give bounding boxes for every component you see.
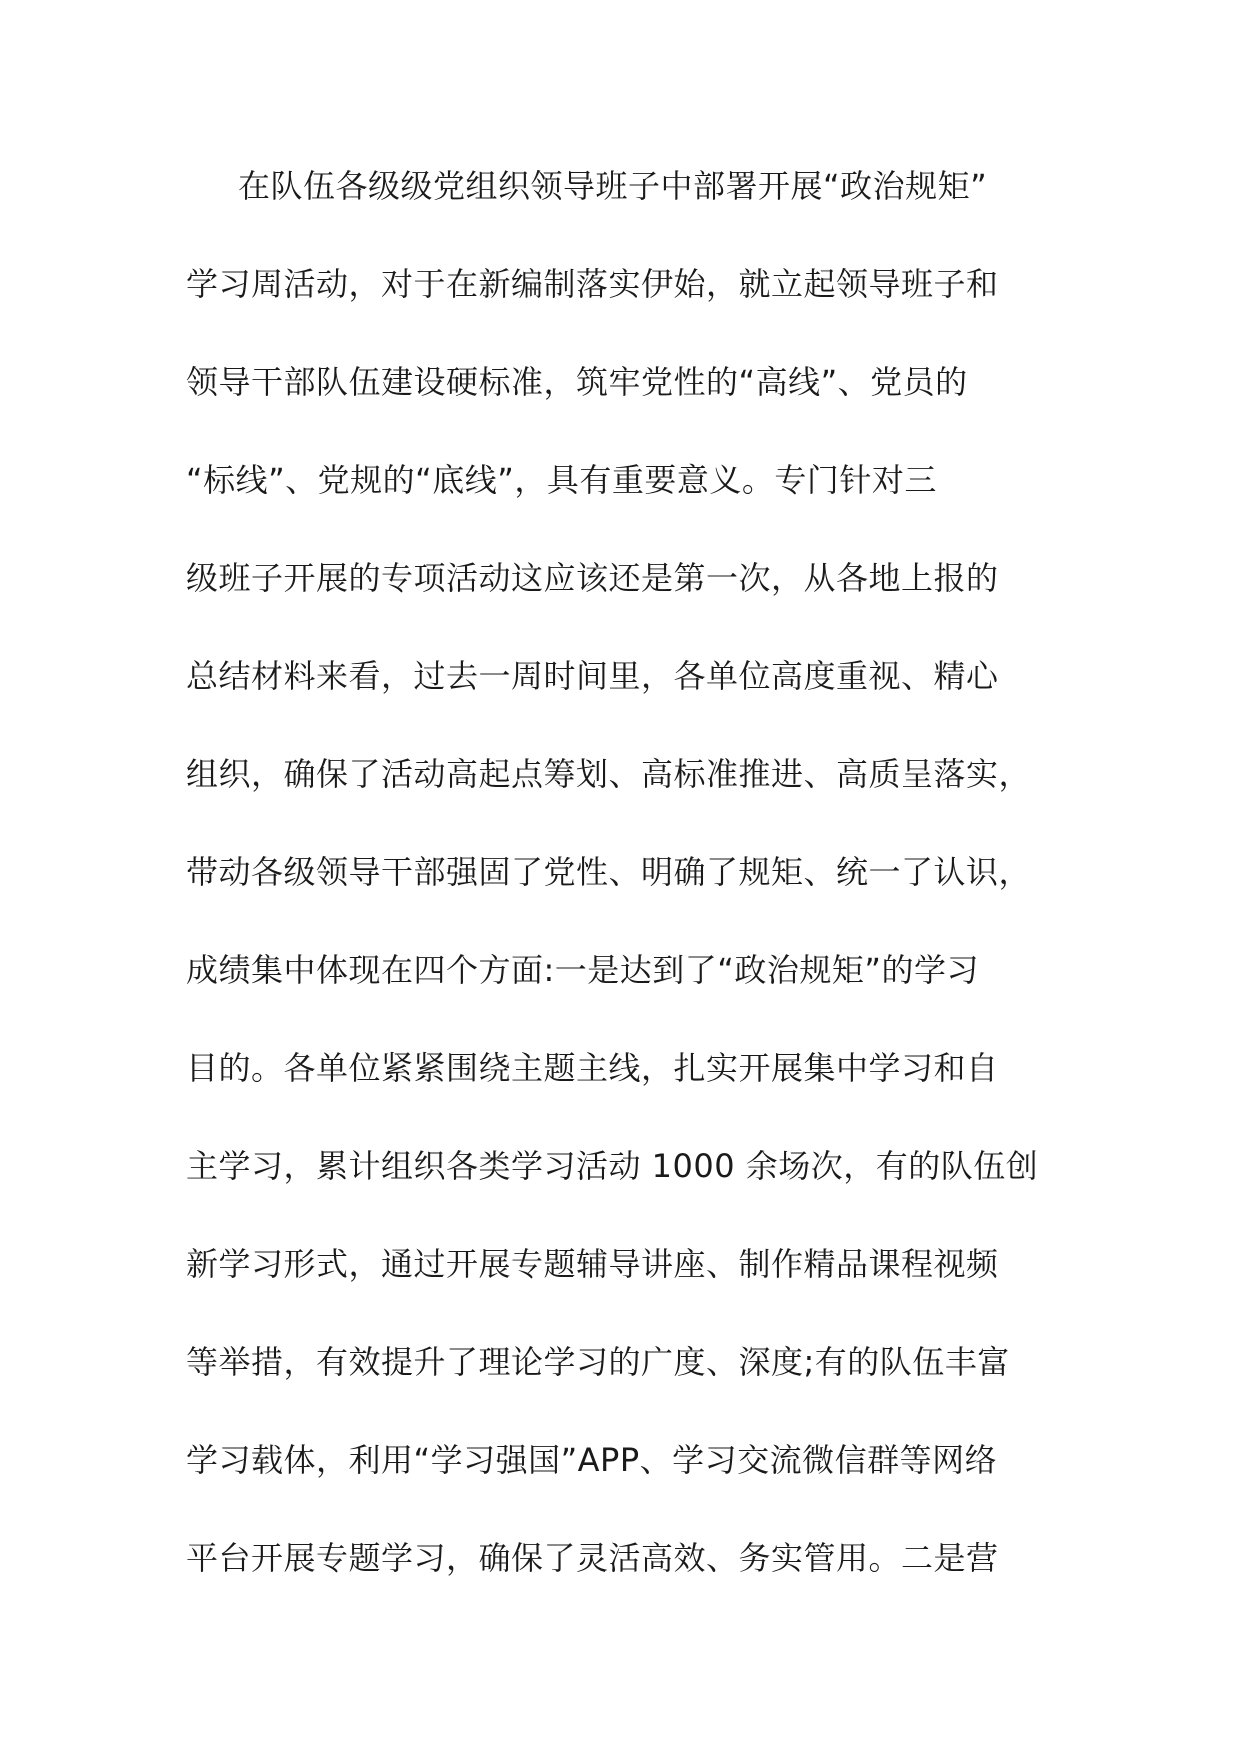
body-paragraph — [186, 166, 1066, 1636]
paragraph-line: 领导干部队伍建设硬标准，筑牢党性的“高线”、党员的 — [186, 363, 968, 401]
paragraph-line: 级班子开展的专项活动这应该还是第一次，从各地上报的 — [186, 559, 999, 597]
paragraph-line: 等举措，有效提升了理论学习的广度、深度;有的队伍丰富 — [186, 1343, 1010, 1381]
paragraph-line: “标线”、党规的“底线”，具有重要意义。专门针对三 — [186, 461, 937, 499]
paragraph-line: 学习周活动，对于在新编制落实伊始，就立起领导班子和 — [186, 265, 999, 303]
paragraph-line: 组织，确保了活动高起点筹划、高标准推进、高质呈落实， — [186, 755, 1032, 793]
paragraph-line: 在队伍各级级党组织领导班子中部署开展“政治规矩” — [238, 167, 988, 205]
paragraph-line: 学习载体，利用“学习强国”APP、学习交流微信群等网络 — [186, 1441, 998, 1479]
paragraph-line: 带动各级领导干部强固了党性、明确了规矩、统一了认识， — [186, 853, 1032, 891]
paragraph-line: 成绩集中体现在四个方面:一是达到了“政治规矩”的学习 — [186, 951, 979, 989]
paragraph-line: 平台开展专题学习，确保了灵活高效、务实管用。二是营 — [186, 1539, 999, 1577]
paragraph-line: 总结材料来看，过去一周时间里，各单位高度重视、精心 — [186, 657, 999, 695]
paragraph-line: 目的。各单位紧紧围绕主题主线，扎实开展集中学习和自 — [186, 1049, 999, 1087]
paragraph-line: 新学习形式，通过开展专题辅导讲座、制作精品课程视频 — [186, 1245, 999, 1283]
paragraph-line: 主学习，累计组织各类学习活动 1000 余场次，有的队伍创 — [186, 1147, 1039, 1185]
